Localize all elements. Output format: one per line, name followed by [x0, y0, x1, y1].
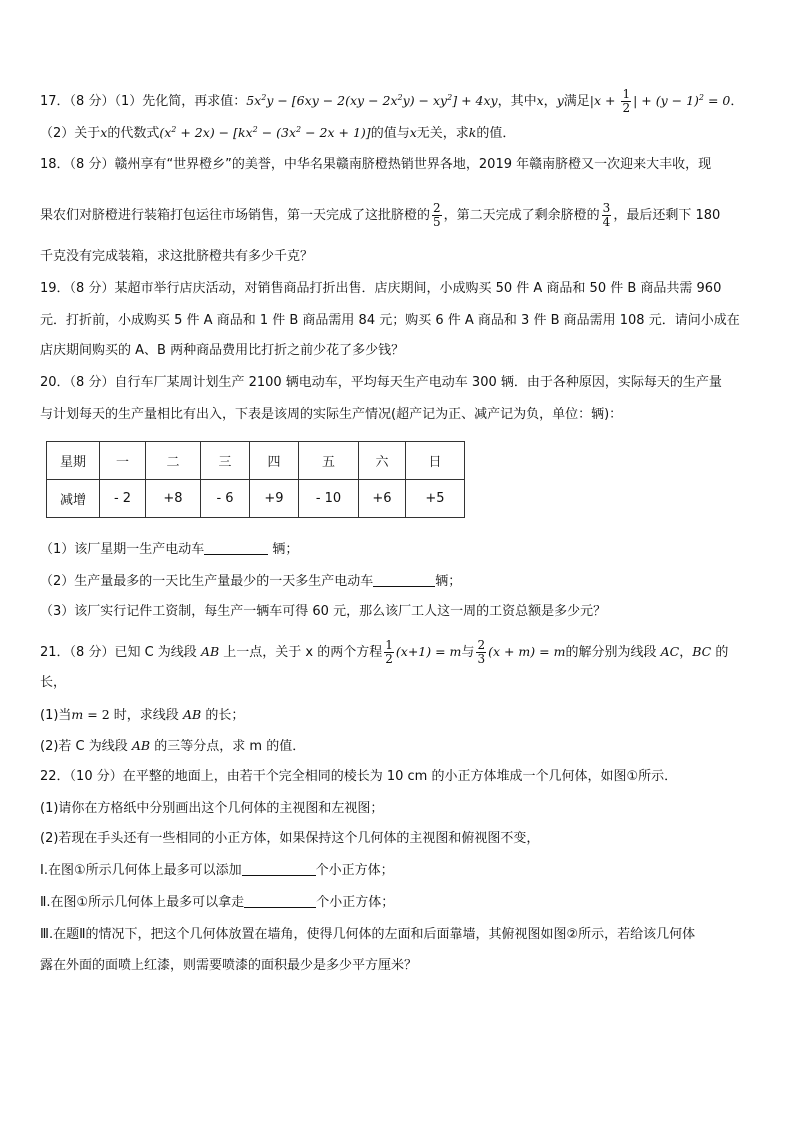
q21-s1a: (1)当 — [40, 708, 72, 723]
table-header-cell: 星期 — [47, 442, 100, 480]
q17-line-1: 17．（8 分）（1）先化简，再求值：$5x^2y - [6xy - 2(xy - 2x^2y) - xy^2] + 4xy$，其中x，y满足|x + $\frac{1}{2}$ | + $(y - 1)^2 = 0$． — [40, 87, 744, 115]
q21-l1b: 上一点，关于 x 的两个方程 — [223, 645, 383, 660]
q21-l1e: 的 — [715, 645, 729, 660]
q18-line-3: 千克没有完成装箱，求这批脐橙共有多少千克？ — [40, 249, 314, 264]
table-cell: +5 — [406, 480, 465, 518]
q22-i2b: 个小正方体； — [316, 895, 395, 910]
q17-p2-e: 的值． — [476, 126, 516, 141]
q17-p2-var-k: k — [468, 125, 477, 140]
q22-i1a: Ⅰ.在图①所示几何体上最多可以添加 — [40, 863, 242, 878]
q21-s1-seg-ab: AB — [182, 707, 202, 722]
answer-blank[interactable] — [242, 861, 316, 876]
q20-sub-3: （3）该厂实行记件工资制，每生产一辆车可得 60 元，那么该厂工人这一周的工资总额是多少元？ — [40, 604, 607, 619]
q17-p2-var-x2: x — [409, 125, 417, 140]
q18-f2-num: 3 — [602, 201, 611, 215]
table-row-label: 减增 — [47, 480, 100, 518]
table-header-cell: 二 — [146, 442, 201, 480]
table-header-cell: 六 — [359, 442, 406, 480]
q21-seg-bc: BC — [692, 644, 712, 659]
q21-sub-2 — [40, 737, 305, 756]
q17-p2-b: 的代数式 — [107, 126, 160, 141]
q22-line-2: (1)请你在方格纸中分别画出这个几何体的主视图和左视图； — [40, 801, 384, 816]
q17-condition: |x + $\frac{1}{2}$ | + $(y - 1)^2 = 0$ — [589, 87, 731, 115]
q22-i2a: Ⅱ.在图①所示几何体上最多可以拿走 — [40, 895, 245, 910]
q17-var-y: y — [556, 93, 564, 108]
table-cell: - 10 — [299, 480, 359, 518]
q22-line-3: (2)若现在手头还有一些相同的小正方体，如果保持这个几何体的主视图和俯视图不变， — [40, 831, 540, 846]
table-header-cell: 四 — [250, 442, 299, 480]
q21-equation-1: $\frac{1}{2}$ (x+1) = m — [385, 638, 462, 666]
q22-item-3-cont: 露在外面的面喷上红漆，则需要喷漆的面积最少是多少平方厘米？ — [40, 958, 418, 973]
q20-sub-1 — [40, 540, 298, 559]
q21-s2a: (2)若 C 为线段 — [40, 739, 128, 754]
q17-p2-c: 的值与 — [370, 126, 410, 141]
table-header-cell: 日 — [406, 442, 465, 480]
q17-line-2 — [40, 124, 515, 143]
q21-s2-seg-ab: AB — [131, 738, 151, 753]
table-cell: +6 — [359, 480, 406, 518]
q18-line-2 — [40, 202, 720, 229]
q18-l2a: 果农们对脐橙进行装箱打包运往市场销售，第一天完成了这批脐橙的 — [40, 208, 431, 223]
table-cell: +8 — [146, 480, 201, 518]
q21-seg-ab: AB — [200, 644, 220, 659]
table-header-row — [47, 442, 465, 480]
q17-var-x: x — [536, 93, 544, 108]
q17-mid: ，其中 — [497, 94, 537, 109]
q22-item-2 — [40, 893, 394, 912]
q18-fraction-2 — [602, 202, 612, 229]
q20-sub-2 — [40, 572, 461, 591]
table-row — [47, 480, 465, 518]
q17-expression: $5x^2y - [6xy - 2(xy - 2x^2y) - xy^2] + 4xy$ — [246, 93, 498, 108]
q20-s1b: 辆； — [268, 542, 299, 557]
q18-f1-den: 5 — [433, 215, 441, 229]
q21-line-1: 21．（8 分）已知 C 为线段 AB 上一点，关于 x 的两个方程 $\frac{1}{2}$ (x+1) = m与 $\frac{2}{3}$ (x + m) = m的解分别为线段 AC，BC 的 — [40, 638, 729, 666]
production-table — [46, 441, 465, 518]
answer-blank[interactable] — [244, 893, 316, 908]
q21-line-2: 长， — [40, 675, 67, 690]
q18-fraction-1 — [432, 202, 442, 229]
q17-end: ． — [730, 94, 744, 109]
q21-m-eq-2: m = 2 — [71, 707, 110, 722]
answer-blank[interactable] — [373, 572, 435, 587]
q19-line-1: 19．（8 分）某超市举行店庆活动，对销售商品打折出售．店庆期间，小成购买 50 件 A 商品和 50 件 B 商品共需 960 — [40, 281, 722, 296]
q18-f2-den: 4 — [602, 215, 611, 229]
q21-l1a: 21．（8 分）已知 C 为线段 — [40, 645, 197, 660]
q22-i1b: 个小正方体； — [315, 863, 394, 878]
q21-l1c: 与 — [461, 645, 475, 660]
q21-seg-ac: AC — [660, 644, 680, 659]
q21-s1b: 时，求线段 — [113, 708, 179, 723]
q17-satisfy: 满足 — [563, 94, 590, 109]
table-header-cell: 五 — [299, 442, 359, 480]
q20-line-1: 20．（8 分）自行车厂某周计划生产 2100 辆电动车，平均每天生产电动车 300 辆．由于各种原因，实际每天的生产量 — [40, 375, 722, 390]
q18-l2c: ，最后还剩下 180 — [613, 208, 721, 223]
q21-s2b: 的三等分点，求 m 的值． — [154, 739, 306, 754]
q17-p2-var-x: x — [100, 125, 108, 140]
q17-p2-expression: $(x^2 + 2x) - [kx^2 - (3x^2 - 2x + 1)]$ — [159, 125, 371, 140]
q21-l1d: 的解分别为线段 — [565, 645, 657, 660]
table-cell: - 6 — [201, 480, 250, 518]
q20-line-2: 与计划每天的生产量相比有出入，下表是该周的实际生产情况(超产记为正、减产记为负，单位：辆)： — [40, 407, 623, 422]
q18-line-1: 18．（8 分）赣州享有“世界橙乡”的美誉，中华名果赣南脐橙热销世界各地，2019 年赣南脐橙又一次迎来大丰收，现 — [40, 157, 712, 172]
q22-item-1 — [40, 861, 394, 880]
q17-head: 17．（8 分）（1）先化简，再求值： — [40, 94, 247, 109]
table-cell: - 2 — [100, 480, 146, 518]
q17-p2-d: 无关，求 — [416, 126, 469, 141]
q17-p2-a: （2）关于 — [40, 126, 101, 141]
table-header-cell: 三 — [201, 442, 250, 480]
table-header-cell: 一 — [100, 442, 146, 480]
table-cell: +9 — [250, 480, 299, 518]
q19-line-3: 店庆期间购买的 A、B 两种商品费用比打折之前少花了多少钱？ — [40, 343, 405, 358]
q19-line-2: 元．打折前，小成购买 5 件 A 商品和 1 件 B 商品需用 84 元；购买 6 件 A 商品和 3 件 B 商品需用 108 元．请问小成在 — [40, 313, 740, 328]
q20-s1a: （1）该厂星期一生产电动车 — [40, 542, 205, 557]
q21-equation-2: $\frac{2}{3}$ (x + m) = m — [477, 638, 566, 666]
q22-line-1: 22．（10 分）在平整的地面上，由若干个完全相同的棱长为 10 cm 的小正方体堆成一个几何体，如图①所示． — [40, 769, 678, 784]
q18-l2b: ，第二天完成了剩余脐橙的 — [443, 208, 600, 223]
q21-sub-1 — [40, 706, 244, 725]
q22-item-3: Ⅲ.在题Ⅱ的情况下，把这个几何体放置在墙角，使得几何体的左面和后面靠墙，其俯视图如图②所示，若给该几何体 — [40, 927, 696, 942]
q21-s1c: 的长； — [205, 708, 245, 723]
q18-f1-num: 2 — [433, 201, 441, 215]
q20-s2a: （2）生产量最多的一天比生产量最少的一天多生产电动车 — [40, 574, 374, 589]
answer-blank[interactable] — [204, 540, 268, 555]
q20-s2b: 辆； — [435, 574, 462, 589]
